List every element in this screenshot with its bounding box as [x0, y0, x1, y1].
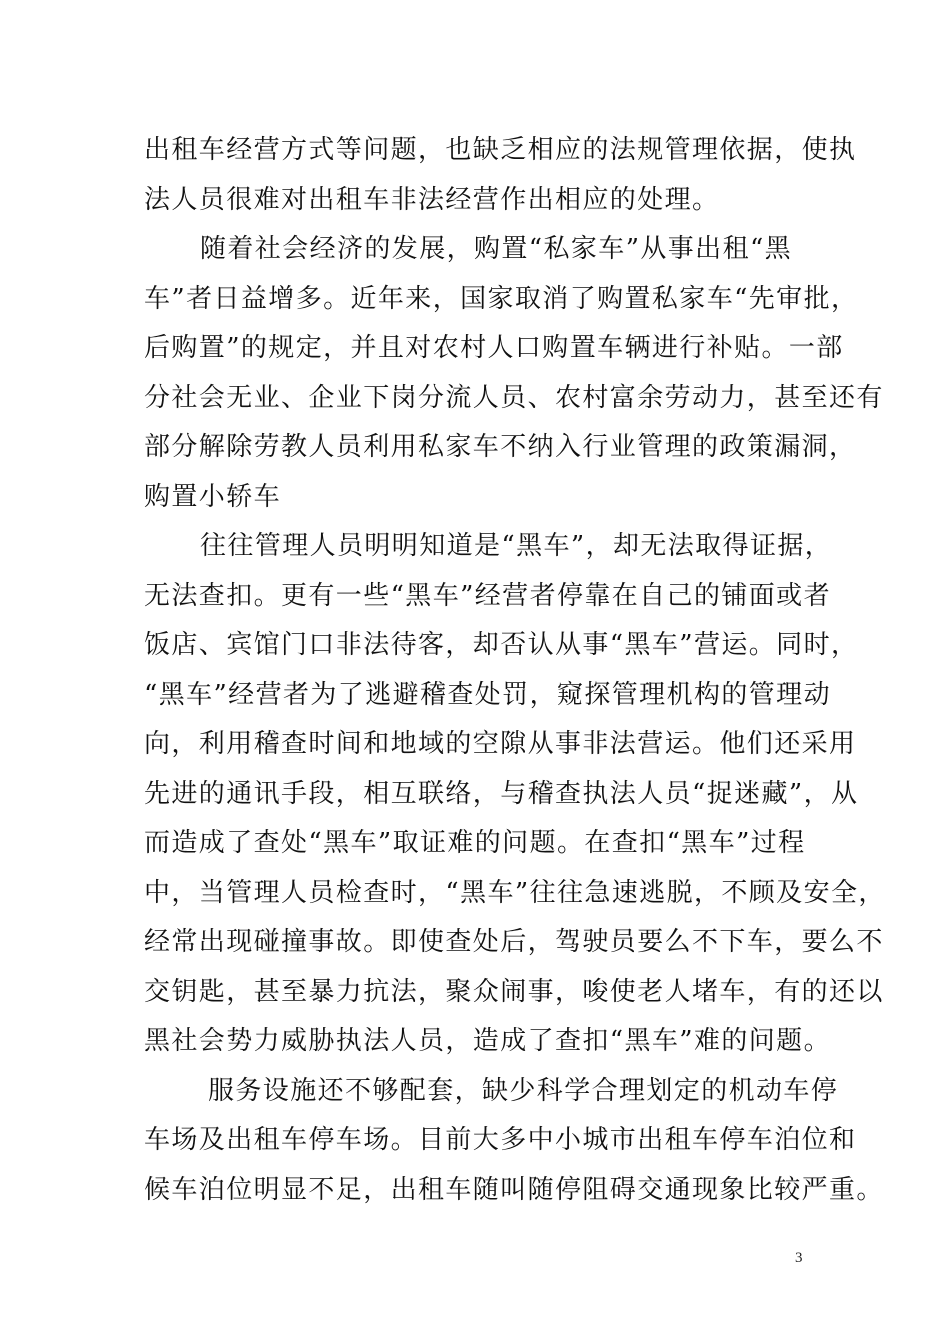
- text-line: 黑社会势力威胁执法人员，造成了查扣“黑车”难的问题。: [144, 1026, 831, 1056]
- paragraph-private-car-growth: [144, 225, 884, 522]
- text-line: 而造成了查处“黑车”取证难的问题。在查扣“黑车”过程: [144, 828, 806, 858]
- paragraph-regulation-gap: [144, 126, 857, 225]
- text-line: 后购置”的规定，并且对农村人口购置车辆进行补贴。一部: [144, 333, 844, 363]
- text-line: 随着社会经济的发展，购置“私家车”从事出租“黑: [200, 234, 793, 264]
- text-line: 往往管理人员明明知道是“黑车”，却无法取得证据，: [200, 531, 833, 561]
- text-line: 经常出现碰撞事故。即使查处后，驾驶员要么不下车，要么不: [144, 927, 884, 957]
- text-line: 无法查扣。更有一些“黑车”经营者停靠在自己的铺面或者: [144, 580, 831, 611]
- text-line: 车场及出租车停车场。目前大多中小城市出租车停车泊位和: [144, 1125, 857, 1155]
- paragraph-parking-facilities: [144, 1067, 884, 1216]
- text-line: 候车泊位明显不足，出租车随叫随停阻碍交通现象比较严重。: [144, 1174, 884, 1205]
- text-line: 向，利用稽查时间和地域的空隙从事非法营运。他们还采用: [144, 729, 857, 759]
- page-number: 3: [795, 1250, 803, 1266]
- paragraph-enforcement-difficulty: [144, 522, 886, 1067]
- text-line: “黑车”经营者为了逃避稽查处罚，窥探管理机构的管理动: [144, 679, 831, 710]
- text-line: 法人员很难对出租车非法经营作出相应的处理。: [144, 184, 720, 215]
- text-line: 先进的通讯手段，相互联络，与稽查执法人员“捉迷藏”，从: [144, 778, 859, 809]
- text-line: 中，当管理人员检查时，“黑车”往往急速逃脱，不顾及安全，: [144, 877, 886, 908]
- text-line: 购置小轿车: [144, 481, 282, 512]
- text-line: 交钥匙，甚至暴力抗法，聚众闹事，唆使老人堵车，有的还以: [144, 976, 884, 1007]
- text-line: 分社会无业、企业下岗分流人员、农村富余劳动力，甚至还有: [144, 382, 884, 413]
- text-line: 饭店、宾馆门口非法待客，却否认从事“黑车”营运。同时，: [144, 630, 859, 660]
- text-line: 出租车经营方式等问题，也缺乏相应的法规管理依据，使执: [144, 135, 857, 165]
- text-line: 部分解除劳教人员利用私家车不纳入行业管理的政策漏洞，: [144, 432, 857, 462]
- body-text: [144, 126, 886, 1215]
- text-line: 车”者日益增多。近年来，国家取消了购置私家车“先审批，: [144, 283, 859, 314]
- text-line: 服务设施还不够配套，缺少科学合理划定的机动车停: [208, 1075, 839, 1106]
